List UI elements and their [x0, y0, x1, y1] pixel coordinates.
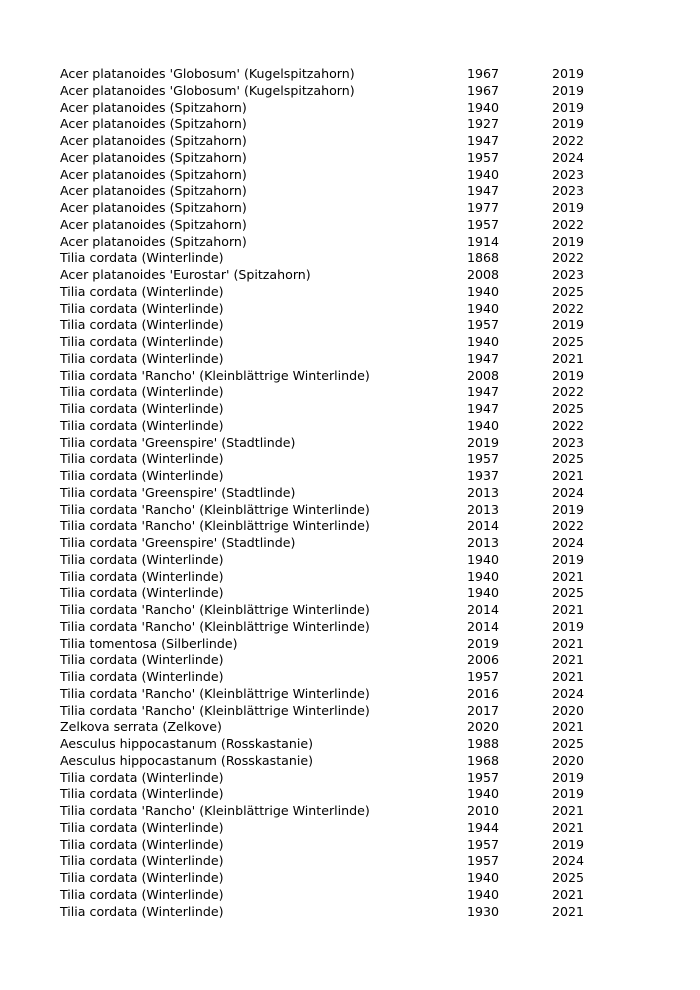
planting-year-cell: 1940: [467, 585, 500, 601]
table-row: [60, 887, 612, 904]
tree-list-table: [60, 66, 612, 920]
tree-species-cell: Tilia cordata (Winterlinde): [60, 585, 224, 601]
table-row: [60, 569, 612, 586]
table-row: [60, 468, 612, 485]
planting-year-cell: 1957: [467, 836, 500, 852]
table-row: [60, 100, 612, 117]
planting-year-cell: 2019: [467, 635, 500, 651]
planting-year-cell: 1977: [467, 200, 500, 215]
inspection-year-cell: 2025: [552, 870, 585, 885]
planting-year-cell: 1914: [467, 233, 500, 249]
table-row: [60, 267, 612, 284]
planting-year-cell: 2013: [467, 535, 500, 550]
tree-list-body: [60, 66, 612, 920]
planting-year-cell: 1947: [467, 384, 500, 400]
planting-year-cell: 1868: [467, 250, 500, 266]
inspection-year-cell: 2022: [552, 250, 585, 266]
inspection-year-cell: 2024: [552, 535, 585, 550]
tree-species-cell: Tilia cordata (Winterlinde): [60, 401, 224, 416]
planting-year-cell: 1937: [467, 468, 500, 483]
inspection-year-cell: 2019: [552, 317, 585, 333]
table-row: [60, 820, 612, 837]
table-row: [60, 619, 612, 636]
table-row: [60, 317, 612, 334]
table-row: [60, 418, 612, 435]
table-row: [60, 167, 612, 184]
inspection-year-cell: 2019: [552, 551, 585, 567]
table-row: [60, 183, 612, 200]
tree-species-cell: Tilia cordata (Winterlinde): [60, 384, 224, 400]
table-row: [60, 870, 612, 887]
tree-species-cell: Tilia tomentosa (Silberlinde): [60, 635, 238, 651]
inspection-year-cell: 2022: [552, 518, 585, 534]
inspection-year-cell: 2023: [552, 183, 585, 199]
table-row: [60, 116, 612, 133]
tree-species-cell: Tilia cordata (Winterlinde): [60, 886, 224, 902]
table-row: [60, 753, 612, 770]
table-row: [60, 686, 612, 703]
table-row: [60, 585, 612, 602]
tree-species-cell: Acer platanoides (Spitzahorn): [60, 216, 247, 232]
table-row: [60, 284, 612, 301]
inspection-year-cell: 2019: [552, 501, 585, 517]
inspection-year-cell: 2021: [552, 803, 585, 818]
inspection-year-cell: 2022: [552, 384, 585, 400]
planting-year-cell: 1940: [467, 568, 500, 584]
tree-species-cell: Tilia cordata (Winterlinde): [60, 551, 224, 567]
inspection-year-cell: 2020: [552, 752, 585, 768]
tree-species-cell: Aesculus hippocastanum (Rosskastanie): [60, 736, 313, 751]
tree-species-cell: Tilia cordata 'Rancho' (Kleinblättrige Winterlinde): [60, 367, 370, 383]
planting-year-cell: 2010: [467, 803, 500, 818]
planting-year-cell: 1940: [467, 283, 500, 299]
table-row: [60, 150, 612, 167]
planting-year-cell: 2013: [467, 501, 500, 517]
inspection-year-cell: 2019: [552, 116, 585, 132]
tree-species-cell: Tilia cordata (Winterlinde): [60, 283, 224, 299]
tree-species-cell: Tilia cordata (Winterlinde): [60, 870, 224, 885]
inspection-year-cell: 2019: [552, 836, 585, 852]
tree-species-cell: Tilia cordata (Winterlinde): [60, 250, 224, 266]
planting-year-cell: 2020: [467, 719, 500, 735]
table-row: [60, 250, 612, 267]
inspection-year-cell: 2021: [552, 819, 585, 835]
table-row: [60, 652, 612, 669]
planting-year-cell: 1947: [467, 183, 500, 199]
tree-species-cell: Acer platanoides 'Eurostar' (Spitzahorn): [60, 267, 311, 282]
inspection-year-cell: 2022: [552, 417, 585, 433]
inspection-year-cell: 2021: [552, 886, 585, 902]
tree-species-cell: Tilia cordata (Winterlinde): [60, 417, 224, 433]
planting-year-cell: 2017: [467, 702, 500, 718]
inspection-year-cell: 2023: [552, 166, 585, 182]
inspection-year-cell: 2024: [552, 149, 585, 165]
tree-species-cell: Acer platanoides (Spitzahorn): [60, 99, 247, 115]
tree-species-cell: Acer platanoides (Spitzahorn): [60, 200, 247, 215]
planting-year-cell: 1957: [467, 669, 500, 684]
table-row: [60, 133, 612, 150]
tree-species-cell: Tilia cordata (Winterlinde): [60, 300, 224, 316]
planting-year-cell: 1940: [467, 551, 500, 567]
tree-species-cell: Tilia cordata (Winterlinde): [60, 853, 224, 869]
tree-species-cell: Tilia cordata 'Rancho' (Kleinblättrige Winterlinde): [60, 685, 370, 701]
planting-year-cell: 2008: [467, 367, 500, 383]
tree-species-cell: Tilia cordata 'Rancho' (Kleinblättrige Winterlinde): [60, 518, 370, 534]
table-row: [60, 368, 612, 385]
tree-species-cell: Tilia cordata (Winterlinde): [60, 669, 224, 684]
planting-year-cell: 1957: [467, 769, 500, 785]
inspection-year-cell: 2019: [552, 233, 585, 249]
planting-year-cell: 1944: [467, 819, 500, 835]
planting-year-cell: 1927: [467, 116, 500, 132]
table-row: [60, 552, 612, 569]
table-row: [60, 602, 612, 619]
planting-year-cell: 1940: [467, 417, 500, 433]
table-row: [60, 853, 612, 870]
inspection-year-cell: 2024: [552, 484, 585, 500]
tree-species-cell: Tilia cordata (Winterlinde): [60, 652, 224, 668]
inspection-year-cell: 2019: [552, 367, 585, 383]
tree-species-cell: Aesculus hippocastanum (Rosskastanie): [60, 752, 313, 768]
planting-year-cell: 1957: [467, 216, 500, 232]
inspection-year-cell: 2023: [552, 434, 585, 450]
table-row: [60, 384, 612, 401]
inspection-year-cell: 2022: [552, 300, 585, 316]
table-row: [60, 770, 612, 787]
inspection-year-cell: 2021: [552, 350, 585, 366]
tree-species-cell: Tilia cordata (Winterlinde): [60, 819, 224, 835]
inspection-year-cell: 2025: [552, 585, 585, 601]
table-row: [60, 786, 612, 803]
planting-year-cell: 1947: [467, 350, 500, 366]
inspection-year-cell: 2021: [552, 602, 585, 617]
tree-species-cell: Acer platanoides (Spitzahorn): [60, 133, 247, 148]
planting-year-cell: 1957: [467, 451, 500, 467]
tree-species-cell: Tilia cordata 'Greenspire' (Stadtlinde): [60, 434, 296, 450]
tree-species-cell: Tilia cordata 'Rancho' (Kleinblättrige Winterlinde): [60, 618, 370, 634]
table-row: [60, 669, 612, 686]
tree-species-cell: Tilia cordata 'Greenspire' (Stadtlinde): [60, 535, 296, 550]
table-row: [60, 301, 612, 318]
tree-species-cell: Tilia cordata (Winterlinde): [60, 836, 224, 852]
inspection-year-cell: 2020: [552, 702, 585, 718]
planting-year-cell: 2014: [467, 518, 500, 534]
table-row: [60, 401, 612, 418]
table-row: [60, 234, 612, 251]
planting-year-cell: 2016: [467, 685, 500, 701]
tree-species-cell: Tilia cordata (Winterlinde): [60, 786, 224, 802]
inspection-year-cell: 2019: [552, 769, 585, 785]
tree-species-cell: Acer platanoides 'Globosum' (Kugelspitzahorn): [60, 66, 355, 81]
planting-year-cell: 2008: [467, 267, 500, 282]
table-row: [60, 719, 612, 736]
tree-species-cell: Tilia cordata (Winterlinde): [60, 350, 224, 366]
inspection-year-cell: 2025: [552, 451, 585, 467]
tree-species-cell: Tilia cordata (Winterlinde): [60, 468, 224, 483]
table-row: [60, 83, 612, 100]
table-row: [60, 200, 612, 217]
tree-species-cell: Tilia cordata 'Rancho' (Kleinblättrige Winterlinde): [60, 501, 370, 517]
tree-species-cell: Tilia cordata (Winterlinde): [60, 903, 224, 919]
table-row: [60, 351, 612, 368]
inspection-year-cell: 2021: [552, 652, 585, 668]
planting-year-cell: 1940: [467, 334, 500, 349]
tree-species-cell: Acer platanoides (Spitzahorn): [60, 166, 247, 182]
table-row: [60, 334, 612, 351]
tree-species-cell: Acer platanoides (Spitzahorn): [60, 116, 247, 132]
tree-species-cell: Tilia cordata (Winterlinde): [60, 568, 224, 584]
table-row: [60, 636, 612, 653]
planting-year-cell: 2019: [467, 434, 500, 450]
inspection-year-cell: 2024: [552, 853, 585, 869]
tree-species-cell: Acer platanoides (Spitzahorn): [60, 183, 247, 199]
planting-year-cell: 1940: [467, 786, 500, 802]
table-row: [60, 485, 612, 502]
planting-year-cell: 1957: [467, 317, 500, 333]
tree-species-cell: Acer platanoides (Spitzahorn): [60, 233, 247, 249]
planting-year-cell: 1940: [467, 166, 500, 182]
planting-year-cell: 2006: [467, 652, 500, 668]
inspection-year-cell: 2022: [552, 133, 585, 148]
inspection-year-cell: 2025: [552, 736, 585, 751]
inspection-year-cell: 2019: [552, 200, 585, 215]
inspection-year-cell: 2019: [552, 786, 585, 802]
planting-year-cell: 2014: [467, 602, 500, 617]
table-row: [60, 66, 612, 83]
table-row: [60, 451, 612, 468]
inspection-year-cell: 2025: [552, 283, 585, 299]
tree-species-cell: Tilia cordata 'Rancho' (Kleinblättrige Winterlinde): [60, 702, 370, 718]
tree-species-cell: Tilia cordata 'Rancho' (Kleinblättrige Winterlinde): [60, 803, 370, 818]
inspection-year-cell: 2021: [552, 903, 585, 919]
inspection-year-cell: 2025: [552, 401, 585, 416]
inspection-year-cell: 2019: [552, 82, 585, 98]
tree-species-cell: Tilia cordata (Winterlinde): [60, 769, 224, 785]
planting-year-cell: 2014: [467, 618, 500, 634]
planting-year-cell: 1967: [467, 82, 500, 98]
tree-species-cell: Tilia cordata 'Rancho' (Kleinblättrige Winterlinde): [60, 602, 370, 617]
table-row: [60, 518, 612, 535]
table-row: [60, 535, 612, 552]
inspection-year-cell: 2019: [552, 618, 585, 634]
inspection-year-cell: 2021: [552, 568, 585, 584]
planting-year-cell: 1940: [467, 870, 500, 885]
table-row: [60, 736, 612, 753]
planting-year-cell: 1930: [467, 903, 500, 919]
inspection-year-cell: 2019: [552, 66, 585, 81]
table-row: [60, 435, 612, 452]
inspection-year-cell: 2021: [552, 669, 585, 684]
table-row: [60, 803, 612, 820]
tree-species-cell: Tilia cordata (Winterlinde): [60, 451, 224, 467]
planting-year-cell: 1940: [467, 300, 500, 316]
inspection-year-cell: 2024: [552, 685, 585, 701]
tree-species-cell: Acer platanoides 'Globosum' (Kugelspitzahorn): [60, 82, 355, 98]
planting-year-cell: 1988: [467, 736, 500, 751]
inspection-year-cell: 2021: [552, 468, 585, 483]
planting-year-cell: 1968: [467, 752, 500, 768]
tree-species-cell: Tilia cordata 'Greenspire' (Stadtlinde): [60, 484, 296, 500]
table-row: [60, 837, 612, 854]
inspection-year-cell: 2022: [552, 216, 585, 232]
planting-year-cell: 2013: [467, 484, 500, 500]
table-row: [60, 904, 612, 921]
planting-year-cell: 1940: [467, 99, 500, 115]
table-row: [60, 703, 612, 720]
inspection-year-cell: 2021: [552, 635, 585, 651]
planting-year-cell: 1940: [467, 886, 500, 902]
inspection-year-cell: 2023: [552, 267, 585, 282]
planting-year-cell: 1947: [467, 133, 500, 148]
planting-year-cell: 1947: [467, 401, 500, 416]
tree-species-cell: Zelkova serrata (Zelkove): [60, 719, 222, 735]
planting-year-cell: 1957: [467, 149, 500, 165]
table-row: [60, 217, 612, 234]
tree-species-cell: Tilia cordata (Winterlinde): [60, 334, 224, 349]
planting-year-cell: 1967: [467, 66, 500, 81]
tree-species-cell: Acer platanoides (Spitzahorn): [60, 149, 247, 165]
planting-year-cell: 1957: [467, 853, 500, 869]
tree-species-cell: Tilia cordata (Winterlinde): [60, 317, 224, 333]
inspection-year-cell: 2019: [552, 99, 585, 115]
inspection-year-cell: 2025: [552, 334, 585, 349]
table-row: [60, 502, 612, 519]
inspection-year-cell: 2021: [552, 719, 585, 735]
